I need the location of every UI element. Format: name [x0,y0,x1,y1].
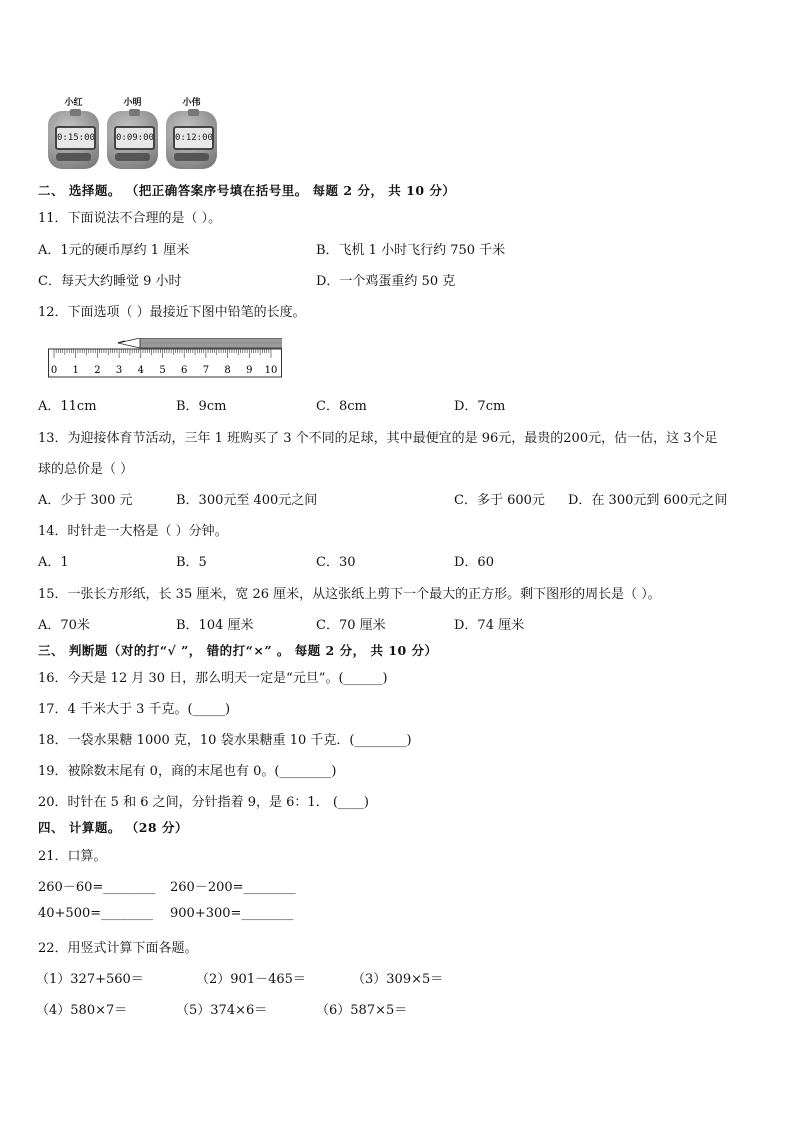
option-13a: A．少于 300 元 [38,493,133,508]
option-12c: C．8cm [316,399,367,414]
ruler-tick-label: 4 [137,365,144,376]
ruler-with-pencil [48,338,282,378]
stopwatch-xiaowei [164,98,219,169]
vertical-calc-2: （2）901－465＝ [196,972,306,987]
stopwatch-knob [129,109,140,116]
section-heading-choice: 二、 选择题。 （把正确答案序号填在括号里。 每题 2 分， 共 10 分） [38,183,456,198]
ruler-tick-label: 5 [159,365,166,376]
option-11c: C．每天大约睡觉 9 小时 [38,274,182,289]
option-13d: D．在 300元到 600元之间 [568,493,728,508]
ruler-tick-label: 8 [224,365,231,376]
question-22: 22．用竖式计算下面各题。 [38,941,198,956]
question-13-line1: 13．为迎接体育节活动，三年 1 班购买了 3 个不同的足球，其中最便宜的是 96元，最贵的200元，估一估，这 3个足 [38,431,718,446]
ruler-tick-label: 3 [115,365,123,376]
stopwatch-xiaohong [46,98,101,169]
ruler-tick-label: 1 [72,365,79,376]
ruler-tick-label: 0 [50,365,58,376]
option-11a: A．1元的硬币厚约 1 厘米 [38,243,190,258]
option-12d: D．7cm [454,399,506,414]
option-12a: A．11cm [38,399,97,414]
question-12: 12．下面选项（ ）最接近下图中铅笔的长度。 [38,305,306,320]
mental-math-4: 900+300=________ [170,906,294,921]
question-21: 21．口算。 [38,849,107,864]
option-14d: D．60 [454,555,494,570]
stopwatch-knob [70,109,81,116]
ruler-tick-label: 6 [181,365,188,376]
question-16: 16．今天是 12 月 30 日，那么明天一定是“元旦”。(______) [38,671,388,686]
question-13-line2: 球的总价是（ ） [38,462,134,477]
option-15a: A．70米 [38,618,90,633]
stopwatch-label: 小明 [123,98,142,108]
question-17: 17．4 千米大于 3 千克。(_____) [38,702,231,717]
question-11: 11．下面说法不合理的是（ ）。 [38,211,222,226]
stopwatch-label: 小伟 [182,98,201,108]
stopwatch-display: 0:09:00 [114,126,155,150]
question-15: 15．一张长方形纸，长 35 厘米，宽 26 厘米，从这张纸上剪下一个最大的正方形。剩下图形的周长是（ ）。 [38,587,661,602]
stopwatch-body [48,111,99,169]
stopwatch-base [56,153,91,161]
stopwatch-label: 小红 [64,98,83,108]
stopwatch-body [166,111,217,169]
question-19: 19．被除数末尾有 0，商的末尾也有 0。(________) [38,764,337,779]
stopwatch-base [174,153,209,161]
option-14a: A．1 [38,555,69,570]
pencil-icon [118,338,282,348]
stopwatch-body [107,111,158,169]
question-18: 18．一袋水果糖 1000 克，10 袋水果糖重 10 千克．(________) [38,733,412,748]
option-14b: B．5 [176,555,207,570]
stopwatch-knob [188,109,199,116]
option-15d: D．74 厘米 [454,618,525,633]
ruler-tick-label: 2 [94,365,101,376]
option-12b: B．9cm [176,399,227,414]
vertical-calc-1: （1）327+560＝ [36,972,144,987]
vertical-calc-6: （6）587×5＝ [316,1003,408,1018]
section-heading-judgement: 三、 判断题（对的打“√ ”， 错的打“×” 。 每题 2 分， 共 10 分） [38,643,438,658]
question-14: 14．时针走一大格是（ ）分钟。 [38,524,228,539]
mental-math-2: 260－200=________ [170,880,296,895]
option-11d: D．一个鸡蛋重约 50 克 [316,274,456,289]
option-13b: B．300元至 400元之间 [176,493,318,508]
stopwatch-base [115,153,150,161]
mental-math-1: 260－60=________ [38,880,156,895]
option-14c: C．30 [316,555,356,570]
question-20: 20．时针在 5 和 6 之间，分针指着 9，是 6：1． (____) [38,795,369,810]
vertical-calc-5: （5）374×6＝ [176,1003,268,1018]
stopwatch-xiaoming [105,98,160,169]
option-15b: B．104 厘米 [176,618,254,633]
ruler-tick-label: 10 [264,365,278,376]
option-11b: B．飞机 1 小时飞行约 750 千米 [316,243,506,258]
option-15c: C．70 厘米 [316,618,386,633]
mental-math-3: 40+500=________ [38,906,154,921]
stopwatch-display: 0:15:00 [55,126,96,150]
vertical-calc-3: （3）309×5＝ [352,972,444,987]
ruler-tick-label: 7 [202,365,210,376]
option-13c: C．多于 600元 [454,493,545,508]
section-heading-calculation: 四、 计算题。 （28 分） [38,820,188,835]
ruler-tick-label: 9 [246,365,253,376]
stopwatch-display: 0:12:00 [173,126,214,150]
vertical-calc-4: （4）580×7＝ [36,1003,128,1018]
